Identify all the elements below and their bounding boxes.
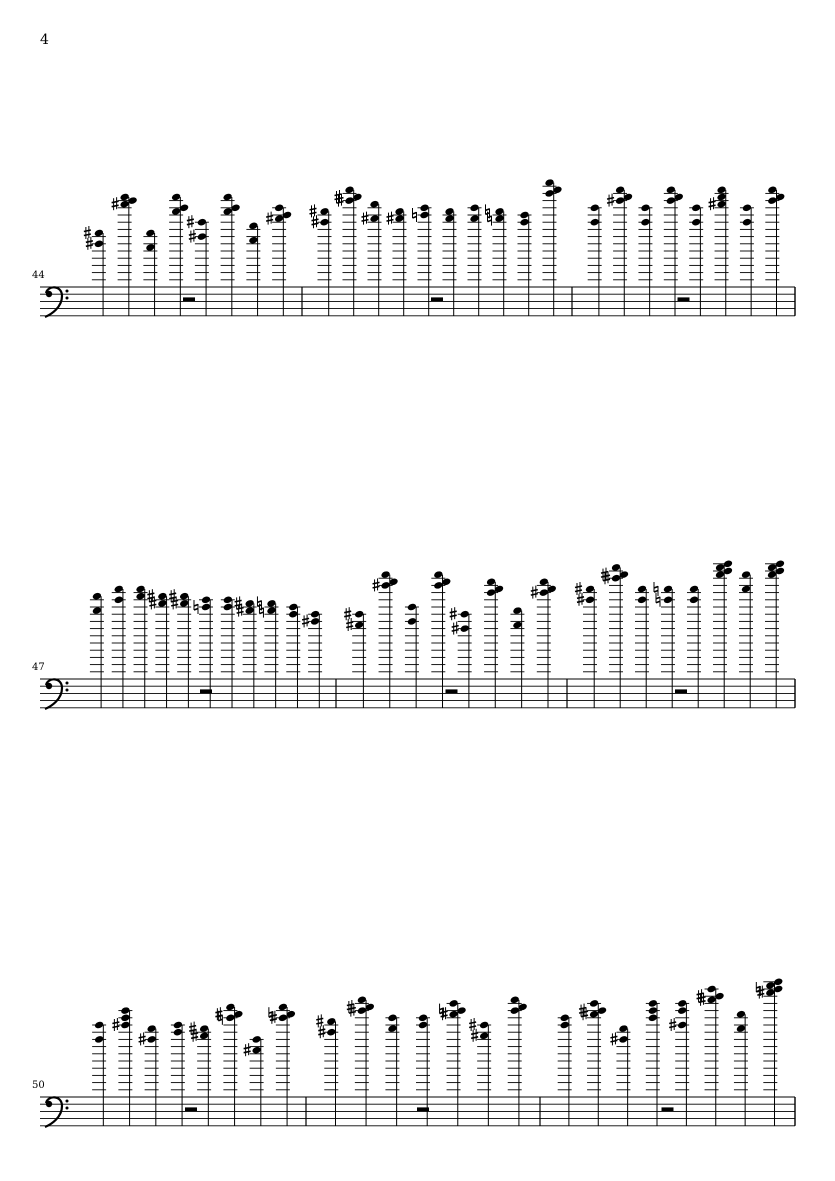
chord <box>469 1018 491 1126</box>
chord <box>269 1003 296 1126</box>
sharp-icon <box>139 1032 146 1045</box>
chord <box>316 1014 338 1125</box>
chord <box>610 1024 630 1126</box>
note-head <box>677 1021 687 1030</box>
note-head <box>252 1035 262 1044</box>
note-head <box>648 1006 658 1015</box>
note-head <box>326 1028 336 1037</box>
half-rest-icon <box>662 1107 674 1111</box>
note-head <box>510 995 520 1004</box>
system-start-measure-number: 50 <box>32 1080 45 1091</box>
note-head <box>199 1024 209 1033</box>
chord <box>92 1021 106 1126</box>
note-head <box>560 1021 570 1030</box>
note-head <box>120 1006 130 1015</box>
note-head <box>173 1028 183 1037</box>
chord <box>756 977 783 1125</box>
note-head <box>706 985 716 994</box>
chord <box>579 999 607 1126</box>
chord <box>215 1003 243 1126</box>
system-start-measure-number: 47 <box>32 662 45 673</box>
note-head <box>448 1010 458 1019</box>
chord <box>440 999 467 1126</box>
note-head <box>648 999 658 1008</box>
bass-clef-icon <box>45 1097 69 1127</box>
note-head <box>387 1024 397 1033</box>
note-head <box>326 1017 336 1026</box>
chord <box>244 1035 264 1126</box>
note-head <box>120 1021 130 1030</box>
chord <box>669 999 689 1126</box>
note-head <box>147 1024 157 1033</box>
note-head <box>648 1013 658 1022</box>
note-head <box>479 1021 489 1030</box>
chord <box>508 995 528 1125</box>
note-head <box>677 1006 687 1015</box>
note-head <box>94 1021 104 1030</box>
sharp-icon <box>244 1043 251 1056</box>
note-head <box>278 1003 288 1012</box>
sharp-icon <box>471 1029 478 1042</box>
half-rest-icon <box>185 1107 197 1111</box>
note-head <box>173 1021 183 1030</box>
sharp-icon <box>610 1032 617 1045</box>
note-head <box>387 1013 397 1022</box>
chord <box>734 1010 748 1126</box>
note-head <box>736 1010 746 1019</box>
note-head <box>510 1006 520 1015</box>
note-head <box>706 995 716 1004</box>
note-head <box>278 1013 288 1022</box>
note-head <box>736 1024 746 1033</box>
note-head <box>357 1006 367 1015</box>
note-head <box>199 1031 209 1040</box>
page-number: 4 <box>40 32 49 48</box>
note-head <box>589 1010 599 1019</box>
chord <box>112 1006 132 1126</box>
note-head <box>618 1035 628 1044</box>
chord <box>385 1013 399 1125</box>
note-head <box>120 1013 130 1022</box>
sharp-icon <box>469 1018 476 1031</box>
note-head <box>589 999 599 1008</box>
note-head <box>677 999 687 1008</box>
note-head <box>225 1013 235 1022</box>
note-head <box>765 988 775 997</box>
note-head <box>252 1046 262 1055</box>
note-head <box>418 1013 428 1022</box>
note-head <box>357 995 367 1004</box>
note-head <box>560 1013 570 1022</box>
note-head <box>94 1035 104 1044</box>
sharp-icon <box>316 1014 323 1027</box>
chord <box>171 1021 185 1126</box>
note-head <box>765 981 775 990</box>
chord <box>558 1013 572 1125</box>
chord <box>347 995 375 1125</box>
note-head <box>448 999 458 1008</box>
sharp-icon <box>318 1025 325 1038</box>
note-head <box>479 1031 489 1040</box>
chord <box>646 999 660 1126</box>
note-head <box>225 1003 235 1012</box>
system-start-measure-number: 44 <box>32 270 45 281</box>
note-head <box>618 1024 628 1033</box>
note-head <box>147 1035 157 1044</box>
note-head <box>418 1021 428 1030</box>
chord <box>139 1024 159 1126</box>
sharp-icon <box>669 1018 676 1031</box>
sharp-icon <box>112 1018 119 1031</box>
